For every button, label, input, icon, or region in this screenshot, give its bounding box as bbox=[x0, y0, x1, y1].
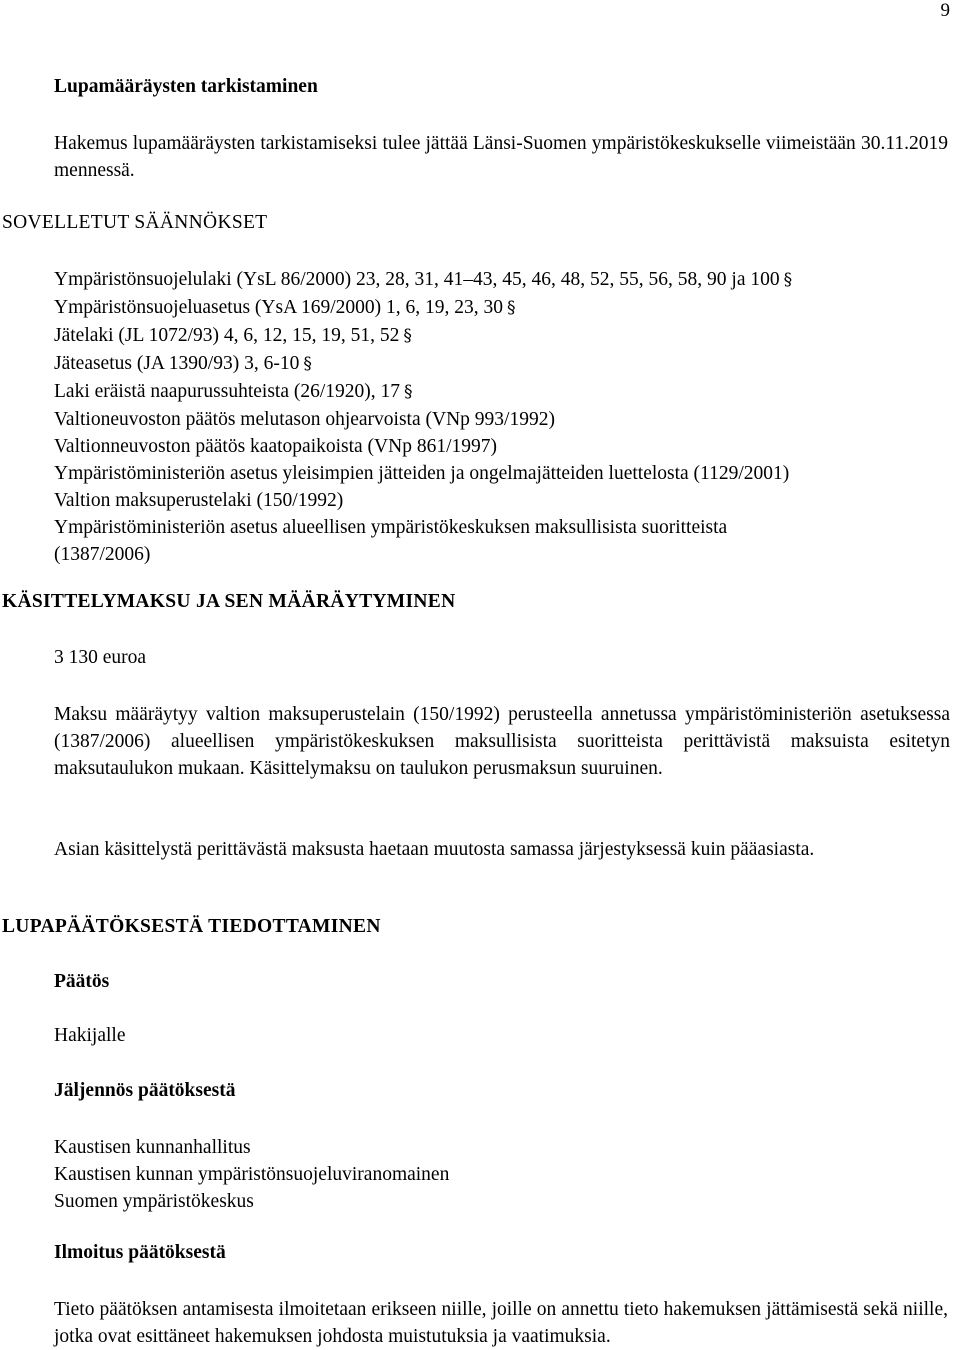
ilmoitus-heading: Ilmoitus päätöksestä bbox=[54, 1242, 226, 1263]
law-item: (1387/2006) bbox=[54, 544, 151, 565]
list-item: Kaustisen kunnan ympäristönsuojeluviranomainen bbox=[54, 1164, 450, 1185]
fee-amount: 3 130 euroa bbox=[54, 647, 147, 668]
section-sign-icon: § bbox=[403, 326, 412, 346]
law-item: Ympäristöministeriön asetus alueellisen ympäristökeskuksen maksullisista suoritteista bbox=[54, 517, 728, 538]
sovelletut-heading: SOVELLETUT SÄÄNNÖKSET bbox=[2, 212, 268, 233]
law-item: Valtionneuvoston päätös kaatopaikoista (VNp 861/1997) bbox=[54, 436, 498, 457]
page-number: 9 bbox=[940, 0, 950, 21]
lupamaaraykset-heading: Lupamääräysten tarkistaminen bbox=[54, 76, 318, 97]
ilmoitus-text: Tieto päätöksen antamisesta ilmoitetaan erikseen niille, joille on annettu tieto hakemuksen jättämisestä sekä niille, jotka ovat esittäneet hakemuksen johdosta muistutuksia ja vaatimuksia. bbox=[54, 1299, 948, 1347]
law-item: Ympäristöministeriön asetus yleisimpien jätteiden ja ongelmajätteiden luettelosta (1129/2001) bbox=[54, 463, 790, 484]
tiedottaminen-heading: LUPAPÄÄTÖKSESTÄ TIEDOTTAMINEN bbox=[2, 916, 381, 937]
law-item: Jätelaki (JL 1072/93) 4, 6, 12, 15, 19, 51, 52 § bbox=[54, 325, 412, 346]
law-item: Ympäristönsuojelulaki (YsL 86/2000) 23, 28, 31, 41–43, 45, 46, 48, 52, 55, 56, 58, 90 ja 100 § bbox=[54, 269, 793, 290]
section-sign-icon: § bbox=[404, 382, 413, 402]
kasittelymaksu-heading: KÄSITTELYMAKSU JA SEN MÄÄRÄYTYMINEN bbox=[2, 591, 456, 612]
law-item: Ympäristönsuojeluasetus (YsA 169/2000) 1, 6, 19, 23, 30 § bbox=[54, 297, 516, 318]
law-item: Valtioneuvoston päätös melutason ohjearvoista (VNp 993/1992) bbox=[54, 409, 555, 430]
paatos-recipient: Hakijalle bbox=[54, 1025, 126, 1046]
jaljennos-list bbox=[54, 1134, 946, 1215]
section-sign-icon: § bbox=[507, 298, 516, 318]
list-item: Kaustisen kunnanhallitus bbox=[54, 1137, 251, 1158]
jaljennos-heading: Jäljennös päätöksestä bbox=[54, 1080, 236, 1101]
fee-paragraph-2: Asian käsittelystä perittävästä maksusta haetaan muutosta samassa järjestyksessä kuin pääasiasta. bbox=[54, 839, 815, 860]
law-item: Laki eräistä naapurussuhteista (26/1920), 17 § bbox=[54, 381, 413, 402]
section-sign-icon: § bbox=[303, 354, 312, 374]
law-list bbox=[54, 266, 946, 568]
list-item: Suomen ympäristökeskus bbox=[54, 1191, 254, 1212]
law-item: Valtion maksuperustelaki (150/1992) bbox=[54, 490, 344, 511]
fee-paragraph-1: Maksu määräytyy valtion maksuperustelain (150/1992) perusteella annetussa ympäristöministeriön asetuksessa (1387/2006) alueellisen ympäristökeskuksen maksullisista suoritteista perittävistä maksuista esitetyn maksutaulukon mukaan. Käsittelymaksu on taulukon perusmaksun suuruinen. bbox=[54, 704, 950, 779]
paatos-heading: Päätös bbox=[54, 971, 110, 992]
section-sign-icon: § bbox=[783, 270, 793, 290]
lupamaaraykset-text: Hakemus lupamääräysten tarkistamiseksi tulee jättää Länsi-Suomen ympäristökeskukselle viimeistään 30.11.2019 mennessä. bbox=[54, 133, 948, 181]
law-item: Jäteasetus (JA 1390/93) 3, 6-10 § bbox=[54, 353, 312, 374]
